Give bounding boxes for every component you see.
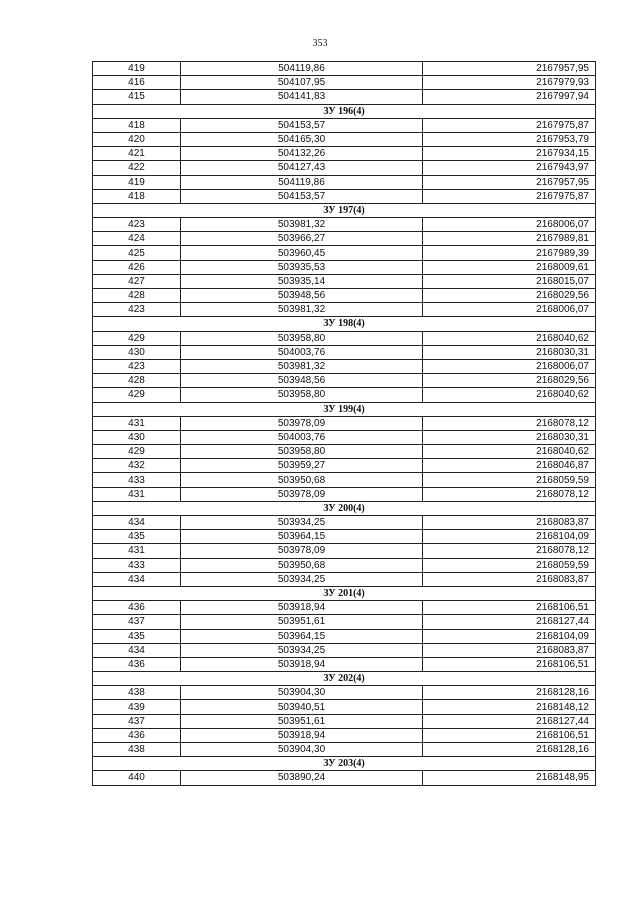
y-coordinate-cell: 2168078,12 xyxy=(423,544,596,558)
section-title: ЗУ 203(4) xyxy=(93,757,596,771)
point-number-cell: 439 xyxy=(93,700,181,714)
x-coordinate-cell: 503934,25 xyxy=(181,572,423,586)
table-row xyxy=(93,700,596,714)
table-row xyxy=(93,445,596,459)
point-number-cell: 422 xyxy=(93,161,181,175)
x-coordinate-cell: 503964,15 xyxy=(181,629,423,643)
table-row xyxy=(93,558,596,572)
y-coordinate-cell: 2168040,62 xyxy=(423,388,596,402)
point-number-cell: 420 xyxy=(93,132,181,146)
section-header-row xyxy=(93,402,596,416)
x-coordinate-cell: 503951,61 xyxy=(181,615,423,629)
table-row xyxy=(93,771,596,785)
x-coordinate-cell: 503918,94 xyxy=(181,601,423,615)
y-coordinate-cell: 2168015,07 xyxy=(423,274,596,288)
point-number-cell: 434 xyxy=(93,643,181,657)
x-coordinate-cell: 504153,57 xyxy=(181,118,423,132)
table-row xyxy=(93,62,596,76)
x-coordinate-cell: 504132,26 xyxy=(181,147,423,161)
table-row xyxy=(93,643,596,657)
y-coordinate-cell: 2168046,87 xyxy=(423,459,596,473)
x-coordinate-cell: 503918,94 xyxy=(181,728,423,742)
y-coordinate-cell: 2168104,09 xyxy=(423,530,596,544)
table-row xyxy=(93,345,596,359)
point-number-cell: 430 xyxy=(93,345,181,359)
table-row xyxy=(93,303,596,317)
point-number-cell: 428 xyxy=(93,289,181,303)
point-number-cell: 418 xyxy=(93,189,181,203)
x-coordinate-cell: 503959,27 xyxy=(181,459,423,473)
y-coordinate-cell: 2168148,12 xyxy=(423,700,596,714)
table-row xyxy=(93,147,596,161)
x-coordinate-cell: 503948,56 xyxy=(181,374,423,388)
x-coordinate-cell: 503966,27 xyxy=(181,232,423,246)
table-row xyxy=(93,686,596,700)
x-coordinate-cell: 503934,25 xyxy=(181,516,423,530)
y-coordinate-cell: 2167957,95 xyxy=(423,175,596,189)
x-coordinate-cell: 503960,45 xyxy=(181,246,423,260)
section-title: ЗУ 196(4) xyxy=(93,104,596,118)
x-coordinate-cell: 503934,25 xyxy=(181,643,423,657)
table-row xyxy=(93,657,596,671)
y-coordinate-cell: 2168078,12 xyxy=(423,487,596,501)
x-coordinate-cell: 503958,80 xyxy=(181,388,423,402)
section-title: ЗУ 202(4) xyxy=(93,672,596,686)
y-coordinate-cell: 2168059,59 xyxy=(423,473,596,487)
y-coordinate-cell: 2168104,09 xyxy=(423,629,596,643)
point-number-cell: 421 xyxy=(93,147,181,161)
page-number: 353 xyxy=(312,38,328,49)
point-number-cell: 436 xyxy=(93,657,181,671)
table-row xyxy=(93,175,596,189)
table-row xyxy=(93,331,596,345)
x-coordinate-cell: 503978,09 xyxy=(181,487,423,501)
y-coordinate-cell: 2168128,16 xyxy=(423,686,596,700)
x-coordinate-cell: 503918,94 xyxy=(181,657,423,671)
table-row xyxy=(93,601,596,615)
y-coordinate-cell: 2168029,56 xyxy=(423,289,596,303)
x-coordinate-cell: 504003,76 xyxy=(181,345,423,359)
section-header-row xyxy=(93,501,596,515)
table-row xyxy=(93,189,596,203)
table-row xyxy=(93,629,596,643)
table-row xyxy=(93,530,596,544)
x-coordinate-cell: 504141,83 xyxy=(181,90,423,104)
coordinates-table-body xyxy=(93,62,596,786)
y-coordinate-cell: 2167934,15 xyxy=(423,147,596,161)
table-row xyxy=(93,374,596,388)
x-coordinate-cell: 504165,30 xyxy=(181,132,423,146)
y-coordinate-cell: 2168106,51 xyxy=(423,657,596,671)
y-coordinate-cell: 2167943,97 xyxy=(423,161,596,175)
x-coordinate-cell: 503958,80 xyxy=(181,445,423,459)
y-coordinate-cell: 2167975,87 xyxy=(423,118,596,132)
point-number-cell: 429 xyxy=(93,445,181,459)
x-coordinate-cell: 503935,14 xyxy=(181,274,423,288)
section-header-row xyxy=(93,586,596,600)
x-coordinate-cell: 503940,51 xyxy=(181,700,423,714)
point-number-cell: 429 xyxy=(93,388,181,402)
y-coordinate-cell: 2168106,51 xyxy=(423,601,596,615)
x-coordinate-cell: 503981,32 xyxy=(181,359,423,373)
section-title: ЗУ 200(4) xyxy=(93,501,596,515)
y-coordinate-cell: 2167975,87 xyxy=(423,189,596,203)
point-number-cell: 434 xyxy=(93,516,181,530)
point-number-cell: 431 xyxy=(93,544,181,558)
point-number-cell: 438 xyxy=(93,743,181,757)
x-coordinate-cell: 503978,09 xyxy=(181,544,423,558)
x-coordinate-cell: 503950,68 xyxy=(181,558,423,572)
point-number-cell: 438 xyxy=(93,686,181,700)
point-number-cell: 426 xyxy=(93,260,181,274)
point-number-cell: 436 xyxy=(93,601,181,615)
y-coordinate-cell: 2167989,39 xyxy=(423,246,596,260)
table-row xyxy=(93,728,596,742)
table-row xyxy=(93,516,596,530)
table-row xyxy=(93,416,596,430)
x-coordinate-cell: 503935,53 xyxy=(181,260,423,274)
y-coordinate-cell: 2168127,44 xyxy=(423,615,596,629)
x-coordinate-cell: 504119,86 xyxy=(181,62,423,76)
x-coordinate-cell: 503958,80 xyxy=(181,331,423,345)
y-coordinate-cell: 2168009,61 xyxy=(423,260,596,274)
x-coordinate-cell: 504107,95 xyxy=(181,76,423,90)
section-header-row xyxy=(93,104,596,118)
table-row xyxy=(93,544,596,558)
x-coordinate-cell: 504003,76 xyxy=(181,430,423,444)
x-coordinate-cell: 504119,86 xyxy=(181,175,423,189)
point-number-cell: 432 xyxy=(93,459,181,473)
point-number-cell: 437 xyxy=(93,714,181,728)
point-number-cell: 428 xyxy=(93,374,181,388)
y-coordinate-cell: 2168078,12 xyxy=(423,416,596,430)
section-title: ЗУ 198(4) xyxy=(93,317,596,331)
x-coordinate-cell: 503951,61 xyxy=(181,714,423,728)
x-coordinate-cell: 503890,24 xyxy=(181,771,423,785)
point-number-cell: 434 xyxy=(93,572,181,586)
y-coordinate-cell: 2168083,87 xyxy=(423,572,596,586)
y-coordinate-cell: 2168106,51 xyxy=(423,728,596,742)
y-coordinate-cell: 2168148,95 xyxy=(423,771,596,785)
x-coordinate-cell: 504153,57 xyxy=(181,189,423,203)
y-coordinate-cell: 2168040,62 xyxy=(423,445,596,459)
table-row xyxy=(93,218,596,232)
table-row xyxy=(93,473,596,487)
y-coordinate-cell: 2168030,31 xyxy=(423,345,596,359)
point-number-cell: 437 xyxy=(93,615,181,629)
y-coordinate-cell: 2167997,94 xyxy=(423,90,596,104)
y-coordinate-cell: 2168128,16 xyxy=(423,743,596,757)
point-number-cell: 416 xyxy=(93,76,181,90)
point-number-cell: 425 xyxy=(93,246,181,260)
y-coordinate-cell: 2167953,79 xyxy=(423,132,596,146)
point-number-cell: 419 xyxy=(93,62,181,76)
x-coordinate-cell: 503981,32 xyxy=(181,303,423,317)
section-title: ЗУ 199(4) xyxy=(93,402,596,416)
table-row xyxy=(93,459,596,473)
table-row xyxy=(93,615,596,629)
table-row xyxy=(93,246,596,260)
point-number-cell: 418 xyxy=(93,118,181,132)
y-coordinate-cell: 2168040,62 xyxy=(423,331,596,345)
table-row xyxy=(93,388,596,402)
point-number-cell: 427 xyxy=(93,274,181,288)
y-coordinate-cell: 2168083,87 xyxy=(423,643,596,657)
table-row xyxy=(93,430,596,444)
x-coordinate-cell: 504127,43 xyxy=(181,161,423,175)
section-title: ЗУ 197(4) xyxy=(93,203,596,217)
section-header-row xyxy=(93,757,596,771)
point-number-cell: 424 xyxy=(93,232,181,246)
table-row xyxy=(93,487,596,501)
table-row xyxy=(93,118,596,132)
point-number-cell: 431 xyxy=(93,416,181,430)
y-coordinate-cell: 2167989,81 xyxy=(423,232,596,246)
x-coordinate-cell: 503981,32 xyxy=(181,218,423,232)
table-row xyxy=(93,359,596,373)
table-row xyxy=(93,289,596,303)
point-number-cell: 433 xyxy=(93,558,181,572)
x-coordinate-cell: 503950,68 xyxy=(181,473,423,487)
y-coordinate-cell: 2168127,44 xyxy=(423,714,596,728)
section-header-row xyxy=(93,317,596,331)
section-title: ЗУ 201(4) xyxy=(93,586,596,600)
point-number-cell: 436 xyxy=(93,728,181,742)
x-coordinate-cell: 503904,30 xyxy=(181,743,423,757)
y-coordinate-cell: 2167979,93 xyxy=(423,76,596,90)
table-row xyxy=(93,132,596,146)
table-row xyxy=(93,90,596,104)
point-number-cell: 430 xyxy=(93,430,181,444)
table-row xyxy=(93,260,596,274)
point-number-cell: 423 xyxy=(93,303,181,317)
section-header-row xyxy=(93,672,596,686)
point-number-cell: 423 xyxy=(93,359,181,373)
y-coordinate-cell: 2168006,07 xyxy=(423,359,596,373)
point-number-cell: 423 xyxy=(93,218,181,232)
point-number-cell: 440 xyxy=(93,771,181,785)
x-coordinate-cell: 503904,30 xyxy=(181,686,423,700)
table-row xyxy=(93,743,596,757)
table-row xyxy=(93,161,596,175)
table-row xyxy=(93,76,596,90)
point-number-cell: 431 xyxy=(93,487,181,501)
x-coordinate-cell: 503964,15 xyxy=(181,530,423,544)
y-coordinate-cell: 2167957,95 xyxy=(423,62,596,76)
table-row xyxy=(93,572,596,586)
y-coordinate-cell: 2168030,31 xyxy=(423,430,596,444)
section-header-row xyxy=(93,203,596,217)
y-coordinate-cell: 2168006,07 xyxy=(423,303,596,317)
point-number-cell: 435 xyxy=(93,629,181,643)
table-row xyxy=(93,232,596,246)
point-number-cell: 433 xyxy=(93,473,181,487)
point-number-cell: 429 xyxy=(93,331,181,345)
point-number-cell: 415 xyxy=(93,90,181,104)
x-coordinate-cell: 503948,56 xyxy=(181,289,423,303)
table-row xyxy=(93,714,596,728)
x-coordinate-cell: 503978,09 xyxy=(181,416,423,430)
y-coordinate-cell: 2168059,59 xyxy=(423,558,596,572)
table-row xyxy=(93,274,596,288)
y-coordinate-cell: 2168083,87 xyxy=(423,516,596,530)
point-number-cell: 419 xyxy=(93,175,181,189)
point-number-cell: 435 xyxy=(93,530,181,544)
coordinates-table xyxy=(92,61,596,786)
y-coordinate-cell: 2168029,56 xyxy=(423,374,596,388)
y-coordinate-cell: 2168006,07 xyxy=(423,218,596,232)
